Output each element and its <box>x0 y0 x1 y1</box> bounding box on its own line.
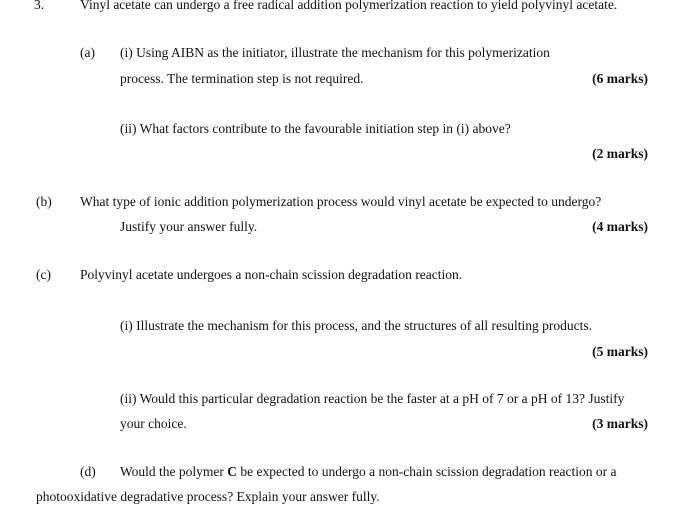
part-d-line2: photooxidative degradative process? Explain your answer fully. <box>36 489 380 504</box>
question-stem: Vinyl acetate can undergo a free radical addition polymerization reaction to yield polyvinyl acetate. <box>80 0 618 12</box>
part-c-ii-line2: your choice. <box>120 416 187 431</box>
part-b-line1: What type of ionic addition polymerization process would vinyl acetate be expected to undergo? <box>80 194 602 209</box>
polymer-c-label: C <box>227 464 238 479</box>
part-b-label: (b) <box>36 194 52 209</box>
part-d-label: (d) <box>80 464 96 479</box>
part-c-i-marks: (5 marks) <box>592 344 648 359</box>
question-number: 3. <box>34 0 45 12</box>
part-a-ii-text: (ii) What factors contribute to the favourable initiation step in (i) above? <box>120 121 511 136</box>
part-c-ii-line1: (ii) Would this particular degradation reaction be the faster at a pH of 7 or a pH of 13? Justify <box>120 391 625 406</box>
part-c-i-text: (i) Illustrate the mechanism for this process, and the structures of all resulting products. <box>120 318 592 333</box>
part-a-label: (a) <box>80 45 95 60</box>
part-b-line2: Justify your answer fully. <box>120 219 258 234</box>
part-a-i-line2: process. The termination step is not required. <box>120 71 364 86</box>
part-d-line1 <box>120 464 617 480</box>
part-c-stem: Polyvinyl acetate undergoes a non-chain scission degradation reaction. <box>80 267 463 282</box>
part-c-ii-marks: (3 marks) <box>592 416 648 431</box>
part-c-label: (c) <box>36 267 51 282</box>
part-a-i-marks: (6 marks) <box>592 71 648 86</box>
part-b-marks: (4 marks) <box>592 219 648 234</box>
part-a-i-line1: (i) Using AIBN as the initiator, illustrate the mechanism for this polymerization <box>120 45 550 60</box>
part-a-ii-marks: (2 marks) <box>592 146 648 161</box>
part-d-line1-post: be expected to undergo a non-chain scission degradation reaction or a <box>237 464 617 479</box>
part-d-line1-pre: Would the polymer <box>120 464 228 479</box>
